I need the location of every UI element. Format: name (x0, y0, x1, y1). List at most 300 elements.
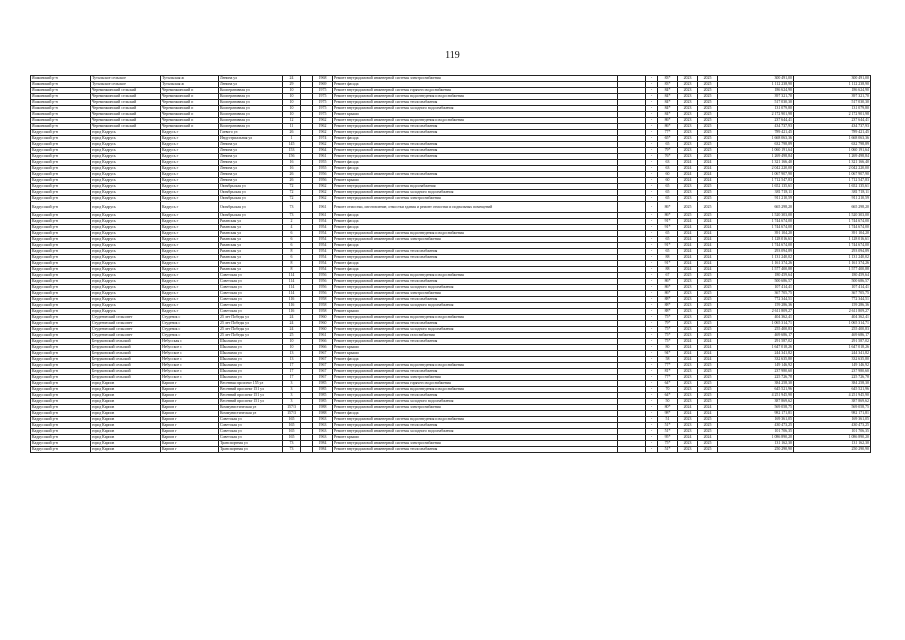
year-built-cell: 1958 (313, 303, 333, 309)
year-built-cell: 1984 (313, 441, 333, 447)
street-cell: Весенний проспект 151 ул (219, 399, 283, 405)
work-type-cell: Ремонт фасада (333, 219, 618, 225)
dash-cell: - (646, 315, 658, 321)
end-year-cell: 2025 (698, 190, 718, 196)
municipality-cell: город Карпов (91, 411, 161, 417)
dash-cell: - (646, 387, 658, 393)
wear-percent-cell: 84* (658, 106, 678, 112)
settlement-cell: Кадрусь г (161, 184, 219, 190)
municipality-cell: город Кадрусь (91, 279, 161, 285)
house-number-cell: 16 (283, 166, 301, 172)
cost-cell: 1 321 166,40 (718, 160, 794, 166)
municipality-cell: Черемичкинский сельский (91, 124, 161, 130)
year-built-cell: 1954 (313, 219, 333, 225)
house-number-cell: 3 (283, 399, 301, 405)
dash-cell: - (646, 321, 658, 327)
dash-cell: - (646, 243, 658, 249)
settlement-cell: Небусское с (161, 375, 219, 381)
dash-cell: - (646, 136, 658, 142)
street-cell: Октябрьская ул (219, 196, 283, 202)
cost-cell: 381 718,11 (718, 190, 794, 196)
municipality-cell: Черемичкинский сельский (91, 88, 161, 94)
street-cell: Октябрьская ул (219, 184, 283, 190)
year-built-cell: 1954 (313, 261, 333, 267)
end-year-cell: 2025 (698, 106, 718, 112)
work-type-cell: Ремонт внутридомовой инженерной системы водоотведения и водоснабжения (333, 363, 618, 369)
year-built-cell: 1960 (313, 315, 333, 321)
total-cost-cell: 1 060 191,64 (794, 148, 871, 154)
start-year-cell: 2024 (678, 237, 698, 243)
wear-percent-cell: 65 (658, 184, 678, 190)
total-cost-cell: 789 421,45 (794, 130, 871, 136)
street-cell: Ленина ул (219, 178, 283, 184)
house-number-cell: 26 (283, 178, 301, 184)
end-year-cell: 2025 (698, 417, 718, 423)
end-year-cell: 2025 (698, 76, 718, 82)
wear-percent-cell: 51* (658, 429, 678, 435)
house-number-cell: 114 (283, 285, 301, 291)
municipality-cell: город Карпов (91, 423, 161, 429)
district-cell: Кадрусский р-н (31, 130, 91, 136)
municipality-cell: Черемичкинский сельский (91, 94, 161, 100)
year-built-cell: 1988 (313, 405, 333, 411)
cost-cell: 1 161 374,26 (718, 261, 794, 267)
street-cell: Кооперативная ул (219, 112, 283, 118)
wear-percent-cell: 83* (658, 76, 678, 82)
work-type-cell: Ремонт внутридомовой инженерной системы горячего водоснабжения (333, 88, 618, 94)
wear-percent-cell: 86* (658, 291, 678, 297)
end-year-cell: 2025 (698, 441, 718, 447)
work-type-cell: Ремонт внутридомовой инженерной системы электроснабжения (333, 196, 618, 202)
end-year-cell: 2025 (698, 327, 718, 333)
street-cell: Коммунистическая ул (219, 405, 283, 411)
work-type-cell: Ремонт крыши (333, 345, 618, 351)
district-cell: Кадрусский р-н (31, 243, 91, 249)
dash-cell: - (646, 178, 658, 184)
settlement-cell: Кадрусь г (161, 130, 219, 136)
wear-percent-cell: 94* (658, 351, 678, 357)
work-type-cell: Ремонт внутридомовой инженерной системы водоотведения и водоснабжения (333, 387, 618, 393)
end-year-cell: 2025 (698, 148, 718, 154)
cost-cell: 1 128 016,61 (718, 237, 794, 243)
year-built-cell: 1967 (313, 351, 333, 357)
end-year-cell: 2025 (698, 202, 718, 213)
total-cost-cell: 149 146,92 (794, 363, 871, 369)
municipality-cell: Безруковский сельский (91, 351, 161, 357)
house-number-cell: 10 (283, 88, 301, 94)
district-cell: Кадрусский р-н (31, 255, 91, 261)
street-cell: Рязанская ул (219, 261, 283, 267)
total-cost-cell: 1 321 166,40 (794, 160, 871, 166)
street-cell: Рязанская ул (219, 249, 283, 255)
work-type-cell: Ремонт крыши (333, 435, 618, 441)
wear-percent-cell: 64* (658, 381, 678, 387)
end-year-cell: 2025 (698, 154, 718, 160)
cost-cell: 1 112 238,90 (718, 82, 794, 88)
start-year-cell: 2023 (678, 94, 698, 100)
total-cost-cell: 397 321,70 (794, 94, 871, 100)
total-cost-cell: 911 210,59 (794, 196, 871, 202)
settlement-cell: Черемичкинский п (161, 112, 219, 118)
work-type-cell: Ремонт внутридомовой инженерной системы электроснабжения (333, 405, 618, 411)
end-year-cell: 2025 (698, 309, 718, 315)
municipality-cell: город Кадрусь (91, 148, 161, 154)
cost-cell: 1 060 191,64 (718, 148, 794, 154)
municipality-cell: город Кадрусь (91, 261, 161, 267)
total-cost-cell: 500 686,57 (794, 279, 871, 285)
settlement-cell: Кадрусь г (161, 202, 219, 213)
district-cell: Кадрусский р-н (31, 405, 91, 411)
year-built-cell: 1975 (313, 94, 333, 100)
cost-cell: 186 624,90 (718, 88, 794, 94)
street-cell: Советская ул (219, 429, 283, 435)
district-cell: Кадрусский р-н (31, 369, 91, 375)
work-type-cell: Ремонт внутридомовой инженерной системы водоотведения и водоснабжения (333, 273, 618, 279)
cost-cell: 2 172 901,98 (718, 112, 794, 118)
work-type-cell: Ремонт внутридомовой инженерной системы водоотведения и водоснабжения (333, 118, 618, 124)
end-year-cell: 2025 (698, 130, 718, 136)
start-year-cell: 2023 (678, 112, 698, 118)
district-cell: Кадрусский р-н (31, 435, 91, 441)
street-cell: Советская ул (219, 417, 283, 423)
cost-cell: 250 290,90 (718, 447, 794, 453)
district-cell: Яшкинский р-н (31, 94, 91, 100)
dash-cell: - (646, 142, 658, 148)
house-number-cell: 8 (283, 261, 301, 267)
street-cell: Кооперативная ул (219, 94, 283, 100)
start-year-cell: 2024 (678, 255, 698, 261)
work-type-cell: Ремонт внутридомовой инженерной системы водоотведения и водоснабжения (333, 417, 618, 423)
work-type-cell: Ремонт внутридомовой инженерной системы водоотведения и водоснабжения (333, 231, 618, 237)
wear-percent-cell: 51 (658, 417, 678, 423)
year-built-cell: 1988 (313, 411, 333, 417)
total-cost-cell: 186 624,90 (794, 88, 871, 94)
cost-cell: 237 644,41 (718, 118, 794, 124)
house-number-cell: 10 (283, 345, 301, 351)
end-year-cell: 2025 (698, 381, 718, 387)
work-type-cell: Ремонт фасада (333, 166, 618, 172)
cost-cell: 982 171,81 (718, 411, 794, 417)
municipality-cell: город Кадрусь (91, 160, 161, 166)
street-cell: Ленина ул (219, 160, 283, 166)
start-year-cell: 2024 (678, 435, 698, 441)
house-number-cell: 10 (283, 94, 301, 100)
wear-percent-cell: 79* (658, 148, 678, 154)
district-cell: Кадрусский р-н (31, 411, 91, 417)
start-year-cell: 2023 (678, 124, 698, 130)
wear-percent-cell: 65 (658, 190, 678, 196)
dash-cell: - (646, 357, 658, 363)
street-cell: Ленина ул (219, 166, 283, 172)
cost-cell: 789 421,45 (718, 130, 794, 136)
street-cell: Школьная ул (219, 339, 283, 345)
district-cell: Яшкинский р-н (31, 106, 91, 112)
cost-cell: 101 706,35 (718, 429, 794, 435)
municipality-cell: Студенческий сельсовет (91, 333, 161, 339)
cost-cell: 1 652 135,61 (718, 184, 794, 190)
work-type-cell: Ремонт внутридомовой инженерной системы холодного водоснабжения (333, 399, 618, 405)
end-year-cell: 2024 (698, 357, 718, 363)
cost-cell: 1 577 400,88 (718, 267, 794, 273)
house-number-cell: 10 (283, 100, 301, 106)
district-cell: Кадрусский р-н (31, 315, 91, 321)
work-type-cell: Ремонт внутридомовой инженерной системы теплоснабжения (333, 447, 618, 453)
district-cell: Кадрусский р-н (31, 381, 91, 387)
cost-cell: 384 258,30 (718, 381, 794, 387)
start-year-cell: 2023 (678, 303, 698, 309)
district-cell: Кадрусский р-н (31, 231, 91, 237)
work-type-cell: Ремонт фасада (333, 160, 618, 166)
settlement-cell: Карпов г (161, 393, 219, 399)
end-year-cell: 2025 (698, 387, 718, 393)
work-type-cell: Ремонт фасада (333, 136, 618, 142)
total-cost-cell: 632 798,89 (794, 142, 871, 148)
cost-cell: 180 459,64 (718, 273, 794, 279)
municipality-cell: город Карпов (91, 399, 161, 405)
year-built-cell: 1967 (313, 357, 333, 363)
work-type-cell: Ремонт внутридомовой инженерной системы водоотведения и водоснабжения (333, 315, 618, 321)
start-year-cell: 2024 (678, 261, 698, 267)
district-cell: Кадрусский р-н (31, 417, 91, 423)
house-number-cell: 116 (283, 309, 301, 315)
cost-cell: 772 344,51 (718, 297, 794, 303)
dash-cell: - (646, 297, 658, 303)
dash-cell: - (646, 106, 658, 112)
municipality-cell: город Карпов (91, 405, 161, 411)
municipality-cell: Безруковский сельский (91, 369, 161, 375)
house-number-cell: 72 (283, 196, 301, 202)
end-year-cell: 2025 (698, 291, 718, 297)
end-year-cell: 2025 (698, 184, 718, 190)
house-number-cell: 16 (283, 160, 301, 166)
street-cell: Транспортная ул (219, 441, 283, 447)
settlement-cell: Небусское с (161, 357, 219, 363)
total-cost-cell: 300 491,00 (794, 76, 871, 82)
year-built-cell: 1967 (313, 363, 333, 369)
total-cost-cell: 645 521,96 (794, 387, 871, 393)
work-type-cell: Ремонт внутридомовой инженерной системы теплоснабжения (333, 297, 618, 303)
total-cost-cell: 367 705,75 (794, 291, 871, 297)
municipality-cell: Студенческий сельсовет (91, 315, 161, 321)
settlement-cell: Кадрусь г (161, 213, 219, 219)
cost-cell: 665 298,20 (718, 202, 794, 213)
year-built-cell: 1985 (313, 387, 333, 393)
start-year-cell: 2024 (678, 172, 698, 178)
cost-cell: 397 321,70 (718, 94, 794, 100)
end-year-cell: 2025 (698, 94, 718, 100)
work-type-cell: Ремонт внутридомовой инженерной системы теплоснабжения (333, 124, 618, 130)
house-number-cell: 4 (283, 225, 301, 231)
dash-cell: - (646, 333, 658, 339)
house-number-cell: 6 (283, 237, 301, 243)
start-year-cell: 2023 (678, 285, 698, 291)
year-built-cell: 1962 (313, 190, 333, 196)
dash-cell: - (646, 345, 658, 351)
house-number-cell: 156 (283, 154, 301, 160)
street-cell: Весенняя проспект 155 ул (219, 381, 283, 387)
street-cell: Ленина ул (219, 154, 283, 160)
dash-cell: - (646, 285, 658, 291)
settlement-cell: Кадрусь г (161, 172, 219, 178)
district-cell: Кадрусский р-н (31, 345, 91, 351)
cost-cell: 149 146,92 (718, 363, 794, 369)
street-cell: Кооперативная ул (219, 124, 283, 130)
settlement-cell: Кадрусь г (161, 297, 219, 303)
street-cell: Школьная ул (219, 357, 283, 363)
municipality-cell: город Кадрусь (91, 166, 161, 172)
end-year-cell: 2024 (698, 351, 718, 357)
start-year-cell: 2023 (678, 315, 698, 321)
district-cell: Кадрусский р-н (31, 333, 91, 339)
settlement-cell: Кадрусь г (161, 237, 219, 243)
dash-cell: - (646, 154, 658, 160)
wear-percent-cell: 86* (658, 118, 678, 124)
start-year-cell: 2023 (678, 399, 698, 405)
street-cell: Советская ул (219, 297, 283, 303)
house-number-cell: 6 (283, 243, 301, 249)
work-type-cell: Ремонт внутридомовой инженерной системы теплоснабжения (333, 369, 618, 375)
wear-percent-cell: 84* (658, 88, 678, 94)
total-cost-cell: 101 706,35 (794, 429, 871, 435)
municipality-cell: город Карпов (91, 435, 161, 441)
municipality-cell: город Карпов (91, 429, 161, 435)
end-year-cell: 2025 (698, 82, 718, 88)
year-built-cell: 1958 (313, 309, 333, 315)
street-cell: Ленина ул (219, 148, 283, 154)
end-year-cell: 2025 (698, 279, 718, 285)
cost-cell: 911 210,59 (718, 196, 794, 202)
district-cell: Яшкинский р-н (31, 112, 91, 118)
year-built-cell: 1962 (313, 124, 333, 130)
district-cell: Кадрусский р-н (31, 237, 91, 243)
municipality-cell: город Карпов (91, 393, 161, 399)
district-cell: Кадрусский р-н (31, 297, 91, 303)
wear-percent-cell: 95* (658, 435, 678, 441)
street-cell: Кооперативная ул (219, 106, 283, 112)
street-cell: Октябрьская ул (219, 213, 283, 219)
settlement-cell: Карпов г (161, 429, 219, 435)
house-number-cell: 116 (283, 303, 301, 309)
house-number-cell: 3 (283, 387, 301, 393)
dash-cell: - (646, 118, 658, 124)
wear-percent-cell: 64* (658, 393, 678, 399)
total-cost-cell: 1 577 400,88 (794, 267, 871, 273)
total-cost-cell: 1 668 063,36 (794, 136, 871, 142)
cost-cell: 225 726,78 (718, 375, 794, 381)
municipality-cell: Черемичкинский сельский (91, 106, 161, 112)
total-cost-cell: 250 290,90 (794, 447, 871, 453)
house-number-cell: 24 (283, 315, 301, 321)
district-cell: Кадрусский р-н (31, 184, 91, 190)
municipality-cell: Тутальское сельское (91, 76, 161, 82)
wear-percent-cell: 65 (658, 231, 678, 237)
cost-cell: 1 065 314,71 (718, 321, 794, 327)
year-built-cell: 1961 (313, 213, 333, 219)
municipality-cell: Студенческий сельсовет (91, 321, 161, 327)
work-type-cell: Ремонт внутридомовой инженерной системы электроснабжения (333, 291, 618, 297)
end-year-cell: 2024 (698, 411, 718, 417)
dash-cell: - (646, 363, 658, 369)
municipality-cell: город Карпов (91, 417, 161, 423)
end-year-cell: 2025 (698, 423, 718, 429)
year-built-cell: 1985 (313, 399, 333, 405)
dash-cell: - (646, 441, 658, 447)
dash-cell: - (646, 411, 658, 417)
start-year-cell: 2023 (678, 88, 698, 94)
street-cell: Рязанская ул (219, 231, 283, 237)
municipality-cell: Черемичкинский сельский (91, 112, 161, 118)
house-number-cell: 73 (283, 441, 301, 447)
year-built-cell: 1969 (313, 82, 333, 88)
work-type-cell: Ремонт крыши (333, 178, 618, 184)
work-type-cell: Ремонт внутридомовой инженерной системы теплоснабжения (333, 130, 618, 136)
house-number-cell: 24 (283, 321, 301, 327)
dash-cell: - (646, 423, 658, 429)
year-built-cell: 1960 (313, 327, 333, 333)
start-year-cell: 2024 (678, 166, 698, 172)
dash-cell: - (646, 399, 658, 405)
end-year-cell: 2025 (698, 369, 718, 375)
year-built-cell: 1956 (313, 285, 333, 291)
work-type-cell: Ремонт внутридомовой инженерной системы теплоснабжения (333, 279, 618, 285)
district-cell: Яшкинский р-н (31, 82, 91, 88)
wear-percent-cell: 88 (658, 255, 678, 261)
street-cell: Школьная ул (219, 375, 283, 381)
municipality-cell: город Кадрусь (91, 202, 161, 213)
total-cost-cell: 1 065 314,71 (794, 321, 871, 327)
work-type-cell: Ремонт внутридомовой инженерной системы горячего водоснабжения (333, 381, 618, 387)
end-year-cell: 2025 (698, 142, 718, 148)
end-year-cell: 2025 (698, 393, 718, 399)
house-number-cell: 114 (283, 291, 301, 297)
year-built-cell: 1961 (313, 333, 333, 339)
settlement-cell: Черемичкинский п (161, 88, 219, 94)
table-row (31, 202, 871, 213)
total-cost-cell: 404 362,41 (794, 315, 871, 321)
work-type-cell: Ремонт внутридомовой инженерной системы электроснабжения (333, 441, 618, 447)
total-cost-cell: 225 726,78 (794, 375, 871, 381)
cost-cell: 404 362,41 (718, 315, 794, 321)
district-cell: Кадрусский р-н (31, 178, 91, 184)
wear-percent-cell: 77* (658, 375, 678, 381)
end-year-cell: 2025 (698, 213, 718, 219)
district-cell: Кадрусский р-н (31, 393, 91, 399)
district-cell: Кадрусский р-н (31, 387, 91, 393)
year-built-cell: 1975 (313, 100, 333, 106)
note-cell (618, 447, 646, 453)
start-year-cell: 2023 (678, 417, 698, 423)
work-type-cell: Ремонт крыши (333, 309, 618, 315)
start-year-cell: 2023 (678, 196, 698, 202)
start-year-cell: 2024 (678, 160, 698, 166)
street-cell: 25 лет Победы ул (219, 315, 283, 321)
note-cell (618, 202, 646, 213)
house-number-cell: 73 (283, 447, 301, 453)
wear-percent-cell: 86* (658, 202, 678, 213)
dash-cell: - (646, 267, 658, 273)
total-cost-cell: 237 980,60 (794, 369, 871, 375)
wear-percent-cell: 63 (658, 160, 678, 166)
settlement-cell: Кадрусь г (161, 279, 219, 285)
end-year-cell: 2024 (698, 225, 718, 231)
start-year-cell: 2023 (678, 363, 698, 369)
street-cell: Весенний проспект 151 ул (219, 387, 283, 393)
start-year-cell: 2025 (678, 202, 698, 213)
dash-cell: - (646, 381, 658, 387)
settlement-cell: Небусское с (161, 369, 219, 375)
work-type-cell: Ремонт внутридомовой инженерной системы холодного водоснабжения (333, 429, 618, 435)
house-number-cell: 72 (283, 184, 301, 190)
